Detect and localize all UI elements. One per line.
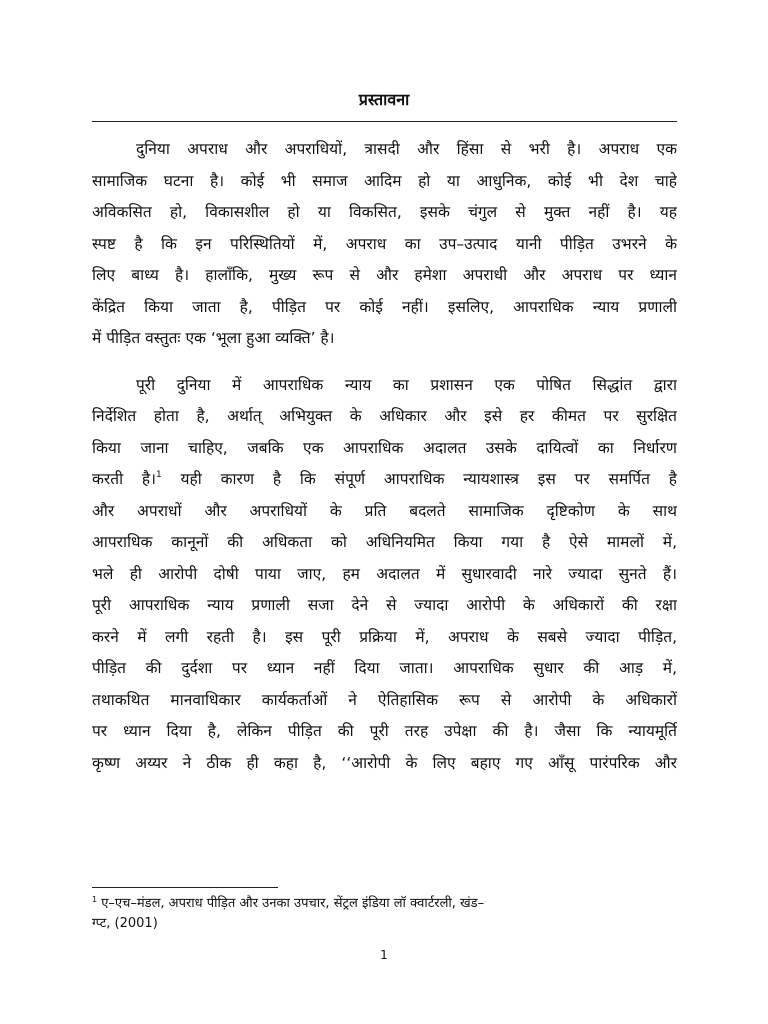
text-line: आपराधिक कानूनों की अधिकता को अधिनियमित किया गया है ऐसे मामलों में, — [92, 533, 677, 551]
text-line: किया जाना चाहिए, जबकि एक आपराधिक अदालत उसके दायित्वों का निर्धारण — [92, 438, 677, 457]
text-line: सामाजिक घटना है। कोई भी समाज आदिम हो या आधुनिक, कोई भी देश चाहे — [92, 171, 677, 190]
text-line: केंद्रित किया जाता है, पीड़ित पर कोई नहीं। इसलिए, आपराधिक न्याय प्रणाली — [92, 297, 677, 316]
text-line: लिए बाध्य है। हालाँकि, मुख्य रूप से और हमेशा अपराधी और अपराध पर ध्यान — [92, 266, 677, 284]
text-line: में पीड़ित वस्तुतः एक ‘भूला हुआ व्यक्ति’ है। — [92, 329, 335, 347]
text-segment: यही कारण है कि संपूर्ण आपराधिक न्यायशास्त्र इस पर समर्पित है — [161, 470, 677, 488]
text-line: दुनिया अपराध और अपराधियों, त्रासदी और हिंसा से भरी है। अपराध एक — [136, 140, 677, 158]
text-line: पीड़ित की दुर्दशा पर ध्यान नहीं दिया जाता। आपराधिक सुधार की आड़ में, — [92, 659, 677, 677]
text-line: तथाकथित मानवाधिकार कार्यकर्ताओं ने ऐतिहासिक रूप से आरोपी के अधिकारों — [92, 690, 677, 709]
paragraph-2 — [92, 370, 677, 780]
page-number: 1 — [380, 948, 388, 962]
text-line: और अपराधों और अपराधियों के प्रति बदलते सामाजिक दृष्टिकोण के साथ — [92, 501, 677, 520]
text-line-with-footnote — [92, 464, 677, 496]
footnote-reference: 1 — [156, 470, 162, 480]
footnote-marker: 1 — [92, 895, 98, 904]
text-line: पूरी दुनिया में आपराधिक न्याय का प्रशासन एक पोषित सिद्धांत द्वारा — [136, 375, 677, 394]
footnote-divider — [92, 887, 278, 888]
title-divider — [92, 121, 677, 122]
footnote-line — [92, 894, 677, 914]
text-line: करने में लगी रहती है। इस पूरी प्रक्रिया में, अपराध के सबसे ज्यादा पीड़ित, — [92, 627, 677, 646]
text-line: स्पष्ट है कि इन परिस्थितियों में, अपराध का उप–उत्पाद यानी पीड़ित उभरने के — [92, 234, 677, 253]
body-text — [92, 134, 677, 779]
text-segment: करती है। — [92, 470, 157, 488]
page-title: प्रस्तावना — [358, 90, 410, 109]
text-line: कृष्ण अय्यर ने ठीक ही कहा है, ‘‘आरोपी के लिए बहाए गए आँसू पारंपरिक और — [92, 753, 677, 772]
text-line: पूरी आपराधिक न्याय प्रणाली सजा देने से ज्यादा आरोपी के अधिकारों की रक्षा — [92, 596, 677, 614]
text-line: भले ही आरोपी दोषी पाया जाए, हम अदालत में सुधारवादी नारे ज्यादा सुनते हैं। — [92, 564, 677, 583]
paragraph-1 — [92, 134, 677, 355]
text-line: पर ध्यान दिया है, लेकिन पीड़ित की पूरी तरह उपेक्षा की है। जैसा कि न्यायमूर्ति — [92, 722, 677, 740]
footnote-line: ग्प्ट, (2001) — [92, 916, 158, 931]
text-line: अविकसित हो, विकासशील हो या विकसित, इसके चंगुल से मुक्त नहीं है। यह — [92, 203, 677, 221]
footnote-text: ए–एच–मंडल, अपराध पीड़ित और उनका उपचार, सेंट्रल इंडिया लॉ क्वार्टरली, खंड– — [97, 896, 485, 911]
text-line: निर्देशित होता है, अर्थात् अभियुक्त के अधिकार और इसे हर कीमत पर सुरक्षित — [92, 407, 677, 425]
footnote — [92, 894, 677, 934]
